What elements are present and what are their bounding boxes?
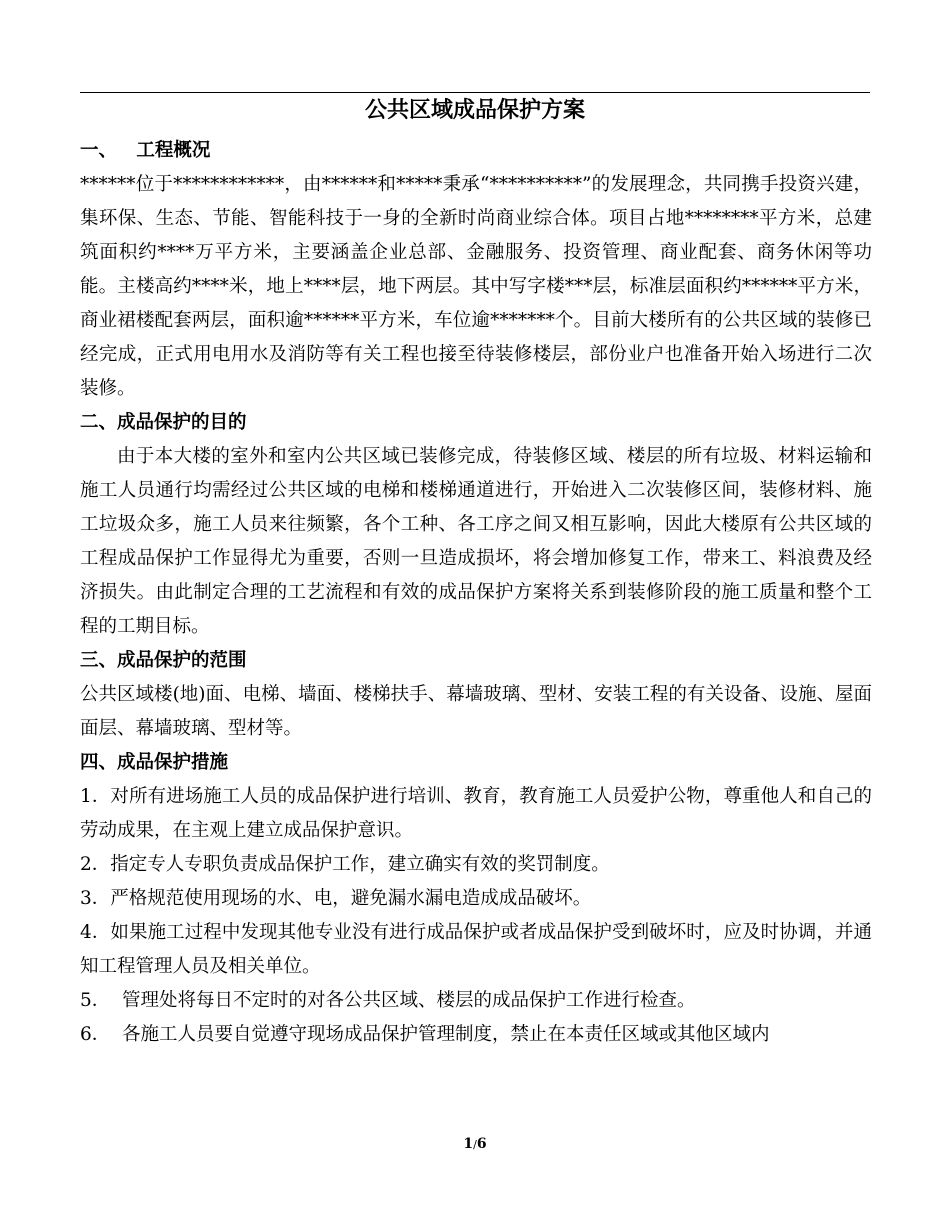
measure-item: 6． 各施工人员要自觉遵守现场成品保护管理制度，禁止在本责任区域或其他区域内 bbox=[80, 1024, 770, 1045]
section-heading-measures: 四、成品保护措施 bbox=[80, 752, 229, 773]
page-separator: / bbox=[473, 1138, 477, 1151]
section-heading-scope: 三、成品保护的范围 bbox=[80, 650, 247, 671]
measure-item: 1．对所有进场施工人员的成品保护进行培训、教育，教育施工人员爱护公物，尊重他人和自己的劳动成果，在主观上建立成品保护意识。 bbox=[80, 786, 872, 841]
header-rule bbox=[80, 92, 870, 93]
section-body-purpose: 由于本大楼的室外和室内公共区域已装修完成，待装修区域、楼层的所有垃圾、材料运输和施工人员通行均需经过公共区域的电梯和楼梯通道进行，开始进入二次装修区间，装修材料、施工垃圾众多，施工人员来往频繁，各个工种、各工序之间又相互影响，因此大楼原有公共区域的工程成品保护工作显得尤为重要，否则一旦造成损坏，将会增加修复工作，带来工、料浪费及经济损失。由此制定合理的工艺流程和有效的成品保护方案将关系到装修阶段的施工质量和整个工程的工期目标。 bbox=[80, 446, 872, 637]
section-heading-purpose: 二、成品保护的目的 bbox=[80, 412, 247, 433]
section-body-overview: ******位于************，由******和*****秉承“**********”的发展理念，共同携手投资兴建，集环保、生态、节能、智能科技于一身的全新时尚商业综合体。项目占地********平方米，总建筑面积约****万平方米，主要涵盖企业总部、金融服务、投资管理、商业配套、商务休闲等功能。主楼高约****米，地上****层，地下两层。其中写字楼***层，标准层面积约******平方米，商业裙楼配套两层，面积逾******平方米，车位逾*******个。目前大楼所有的公共区域的装修已经完成，正式用电用水及消防等有关工程也接至待装修楼层，部份业户也准备开始入场进行二次装修。 bbox=[80, 174, 872, 399]
document-title: 公共区域成品保护方案 bbox=[364, 98, 585, 123]
measure-item: 4．如果施工过程中发现其他专业没有进行成品保护或者成品保护受到破坏时，应及时协调，并通知工程管理人员及相关单位。 bbox=[80, 922, 872, 977]
measure-item: 2．指定专人专职负责成品保护工作，建立确实有效的奖罚制度。 bbox=[80, 854, 610, 875]
measure-item: 3．严格规范使用现场的水、电，避免漏水漏电造成成品破坏。 bbox=[80, 888, 592, 909]
section-heading-overview: 一、 工程概况 bbox=[80, 140, 211, 161]
measure-item: 5． 管理处将每日不定时的对各公共区域、楼层的成品保护工作进行检查。 bbox=[80, 990, 696, 1011]
page-number bbox=[0, 1136, 950, 1152]
page-current: 1 bbox=[463, 1136, 474, 1152]
section-body-scope: 公共区域楼(地)面、电梯、墙面、楼梯扶手、幕墙玻璃、型材、安装工程的有关设备、设施、屋面面层、幕墙玻璃、型材等。 bbox=[80, 684, 872, 739]
document-body bbox=[80, 134, 872, 1052]
page-total: 6 bbox=[476, 1136, 487, 1152]
